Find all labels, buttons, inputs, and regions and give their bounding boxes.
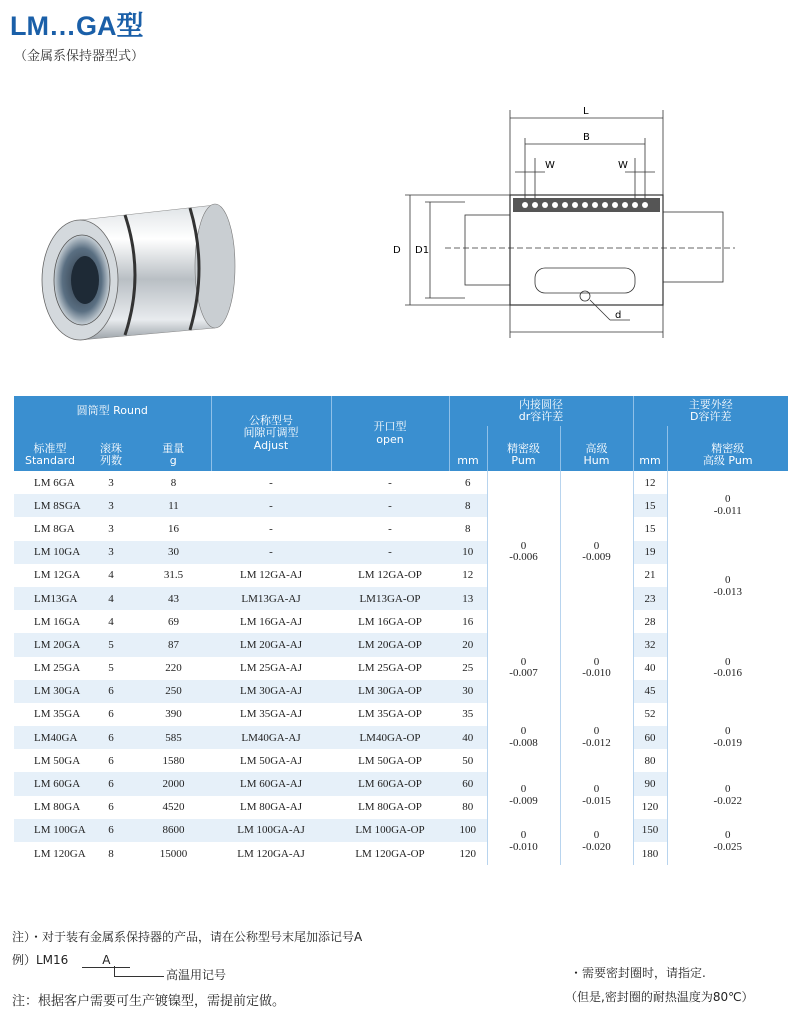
header-outer-grade: 精密级 高级 Pum <box>667 426 788 471</box>
cell-weight: 250 <box>136 680 211 703</box>
cell-adjust: LM 20GA-AJ <box>211 633 331 656</box>
cell-outer-D: 52 <box>633 703 667 726</box>
dim-D: D <box>393 245 401 256</box>
cell-dr: 30 <box>449 680 487 703</box>
spec-table <box>14 396 788 865</box>
dim-B: B <box>583 132 590 143</box>
cell-outer-D: 32 <box>633 633 667 656</box>
cell-model: LM 8SGA <box>14 494 86 517</box>
cell-open: LM 16GA-OP <box>358 615 422 628</box>
dim-D1: D1 <box>415 245 430 256</box>
dr-tolerance-high: 0 -0.012 <box>560 703 633 773</box>
cell-adjust: LM 35GA-AJ <box>239 708 303 721</box>
cell-weight: 585 <box>136 726 211 749</box>
cell-outer-D: 180 <box>633 842 667 865</box>
cell-open: LM 120GA-OP <box>355 847 425 860</box>
cell-open: LM13GA-OP <box>331 587 449 610</box>
example-suffix: A <box>82 953 130 968</box>
cell-adjust: LM 60GA-AJ <box>211 772 331 795</box>
cell-open: - <box>331 541 449 564</box>
cell-weight: 31.5 <box>163 569 184 582</box>
cell-dr: 40 <box>449 726 487 749</box>
cell-balls: 3 <box>108 522 114 535</box>
note-nickel-plating: 注：根据客户需要可生产镀镍型，需提前定做。 <box>12 994 286 1009</box>
cell-adjust: LM 30GA-AJ <box>211 680 331 703</box>
D-tolerance: 0 -0.013 <box>667 541 788 634</box>
cell-outer-D: 15 <box>633 517 667 540</box>
cell-open: LM 20GA-OP <box>331 633 449 656</box>
cell-adjust: - <box>211 494 331 517</box>
cell-weight: 220 <box>165 662 182 675</box>
cell-balls: 5 <box>108 662 114 675</box>
cell-weight: 87 <box>136 633 211 656</box>
cell-outer-D: 21 <box>633 564 667 587</box>
cell-adjust: LM 25GA-AJ <box>239 662 303 675</box>
cell-adjust: LM40GA-AJ <box>211 726 331 749</box>
cell-model: LM 12GA <box>34 569 81 582</box>
cell-model: LM 20GA <box>14 633 86 656</box>
cell-dr: 100 <box>449 819 487 842</box>
table-row <box>14 633 788 656</box>
dr-tolerance-precision: 0 -0.006 <box>487 471 560 633</box>
table-row <box>14 471 788 494</box>
cell-outer-D: 150 <box>633 819 667 842</box>
cell-dr: 25 <box>462 662 474 675</box>
cell-balls: 3 <box>108 476 114 489</box>
cell-dr: 6 <box>465 476 471 489</box>
page-title: LM…GA型 <box>10 11 144 41</box>
cell-adjust: LM13GA-AJ <box>211 587 331 610</box>
cell-adjust: - <box>269 476 273 489</box>
dr-tolerance-high: 0 -0.020 <box>560 819 633 865</box>
cell-balls: 4 <box>108 615 114 628</box>
cell-model: LM13GA <box>14 587 86 610</box>
dr-tolerance-high: 0 -0.015 <box>560 772 633 818</box>
cell-dr: 10 <box>449 541 487 564</box>
cell-dr: 50 <box>462 754 474 767</box>
cell-model: LM 8GA <box>34 522 75 535</box>
table-row <box>14 703 788 726</box>
cell-adjust: LM 120GA-AJ <box>237 847 305 860</box>
cell-outer-D: 120 <box>633 796 667 819</box>
cell-model: LM 80GA <box>34 801 81 814</box>
cell-balls: 6 <box>108 801 114 814</box>
dr-tolerance-precision: 0 -0.010 <box>487 819 560 865</box>
note-seal-temp: （但是,密封圈的耐热温度为80℃） <box>565 990 754 1004</box>
cell-balls: 6 <box>86 680 136 703</box>
cell-balls: 6 <box>86 819 136 842</box>
cell-weight: 4520 <box>162 801 185 814</box>
cell-open: LM 60GA-OP <box>331 772 449 795</box>
cell-balls: 5 <box>86 633 136 656</box>
cell-dr: 13 <box>449 587 487 610</box>
header-balls: 滚珠 列数 <box>86 426 136 471</box>
cell-open: LM 80GA-OP <box>358 801 422 814</box>
bearing-photo <box>30 190 260 350</box>
bearing-drawing <box>385 100 745 350</box>
note-example: 例）LM16 A <box>12 951 130 968</box>
cell-open: LM 25GA-OP <box>358 662 422 675</box>
cell-dr: 120 <box>459 847 476 860</box>
dr-tolerance-high: 0 -0.010 <box>560 633 633 703</box>
cell-model: LM 120GA <box>34 847 86 860</box>
cell-weight: 69 <box>168 615 179 628</box>
header-precision: 精密级 Pum <box>487 426 560 471</box>
cell-adjust: - <box>269 522 273 535</box>
cell-open: LM 100GA-OP <box>331 819 449 842</box>
table-row <box>14 541 788 564</box>
note-seal: ・需要密封圈时，请指定. <box>570 966 706 980</box>
header-outer-diameter: 主要外经 D容许差 <box>633 396 788 426</box>
cell-balls: 4 <box>86 587 136 610</box>
cell-balls: 4 <box>108 569 114 582</box>
cell-dr: 8 <box>449 494 487 517</box>
dr-tolerance-high: 0 -0.009 <box>560 471 633 633</box>
cell-model: LM 35GA <box>34 708 81 721</box>
D-tolerance: 0 -0.019 <box>667 703 788 773</box>
note-example-label: 高温用记号 <box>166 968 227 982</box>
cell-balls: 6 <box>86 772 136 795</box>
cell-weight: 1580 <box>162 754 185 767</box>
cell-outer-D: 80 <box>633 749 667 772</box>
cell-dr: 35 <box>462 708 474 721</box>
cell-model: LM 60GA <box>14 772 86 795</box>
cell-balls: 3 <box>86 494 136 517</box>
cell-weight: 8600 <box>136 819 211 842</box>
cell-adjust: LM 80GA-AJ <box>239 801 303 814</box>
cell-open: LM 50GA-OP <box>358 754 422 767</box>
cell-adjust: LM 12GA-AJ <box>239 569 303 582</box>
cell-adjust: LM 16GA-AJ <box>239 615 303 628</box>
cell-weight: 2000 <box>136 772 211 795</box>
note-metal-retainer: 注）・对于装有金属系保持器的产品，请在公称型号末尾加添记号A <box>12 930 363 944</box>
D-tolerance: 0 -0.025 <box>667 819 788 865</box>
cell-dr: 80 <box>462 801 474 814</box>
cell-balls: 6 <box>86 726 136 749</box>
header-open: 开口型 open <box>331 396 449 471</box>
dim-W-right: W <box>618 160 628 171</box>
cell-open: - <box>388 522 392 535</box>
dim-d: d <box>615 310 622 321</box>
cell-outer-D: 60 <box>633 726 667 749</box>
cell-model: LM 16GA <box>34 615 81 628</box>
cell-dr: 8 <box>465 522 471 535</box>
table-row <box>14 772 788 795</box>
page-subtitle: （金属系保持器型式） <box>14 49 145 64</box>
cell-outer-D: 40 <box>633 657 667 680</box>
cell-adjust: - <box>211 541 331 564</box>
cell-open: LM 35GA-OP <box>358 708 422 721</box>
cell-weight: 15000 <box>159 847 188 860</box>
cell-model: LM40GA <box>14 726 86 749</box>
cell-outer-D: 12 <box>633 471 667 494</box>
cell-outer-D: 15 <box>633 494 667 517</box>
D-tolerance: 0 -0.016 <box>667 633 788 703</box>
header-mm-1: mm <box>449 426 487 471</box>
cell-balls: 8 <box>108 847 114 860</box>
cell-open: LM40GA-OP <box>331 726 449 749</box>
cell-weight: 43 <box>136 587 211 610</box>
cell-outer-D: 23 <box>633 587 667 610</box>
cell-model: LM 30GA <box>14 680 86 703</box>
cell-model: LM 10GA <box>14 541 86 564</box>
cell-balls: 3 <box>86 541 136 564</box>
cell-weight: 16 <box>168 522 179 535</box>
header-high: 高级 Hum <box>560 426 633 471</box>
dr-tolerance-precision: 0 -0.008 <box>487 703 560 773</box>
cell-weight: 8 <box>170 476 177 489</box>
cell-open: - <box>331 494 449 517</box>
header-mm-2: mm <box>633 426 667 471</box>
cell-weight: 390 <box>165 708 182 721</box>
dim-W-left: W <box>545 160 555 171</box>
cell-open: LM 12GA-OP <box>358 569 422 582</box>
cell-dr: 12 <box>462 569 474 582</box>
cell-model: LM 6GA <box>34 476 75 489</box>
cell-dr: 60 <box>449 772 487 795</box>
cell-dr: 20 <box>449 633 487 656</box>
dim-L: L <box>583 106 589 117</box>
cell-model: LM 50GA <box>34 754 81 767</box>
header-weight: 重量 g <box>136 426 211 471</box>
cell-outer-D: 45 <box>633 680 667 703</box>
cell-weight: 11 <box>136 494 211 517</box>
cell-weight: 30 <box>136 541 211 564</box>
cell-outer-D: 90 <box>633 772 667 795</box>
cell-adjust: LM 50GA-AJ <box>239 754 303 767</box>
D-tolerance: 0 -0.022 <box>667 772 788 818</box>
header-adjust: 公称型号 间隙可调型 Adjust <box>211 396 331 471</box>
cell-outer-D: 19 <box>633 541 667 564</box>
cell-open: LM 30GA-OP <box>331 680 449 703</box>
cell-adjust: LM 100GA-AJ <box>211 819 331 842</box>
cell-open: - <box>388 476 392 489</box>
table-row <box>14 819 788 842</box>
D-tolerance: 0 -0.011 <box>667 471 788 541</box>
dr-tolerance-precision: 0 -0.009 <box>487 772 560 818</box>
cell-dr: 16 <box>462 615 474 628</box>
header-round: 圆筒型 Round <box>14 396 211 426</box>
cell-model: LM 25GA <box>34 662 81 675</box>
cell-balls: 6 <box>108 754 114 767</box>
cell-balls: 6 <box>108 708 114 721</box>
cell-model: LM 100GA <box>14 819 86 842</box>
header-inner-diameter: 内接圆径 dr容许差 <box>449 396 633 426</box>
dr-tolerance-precision: 0 -0.007 <box>487 633 560 703</box>
cell-outer-D: 28 <box>633 610 667 633</box>
header-standard: 标准型 Standard <box>14 426 86 471</box>
